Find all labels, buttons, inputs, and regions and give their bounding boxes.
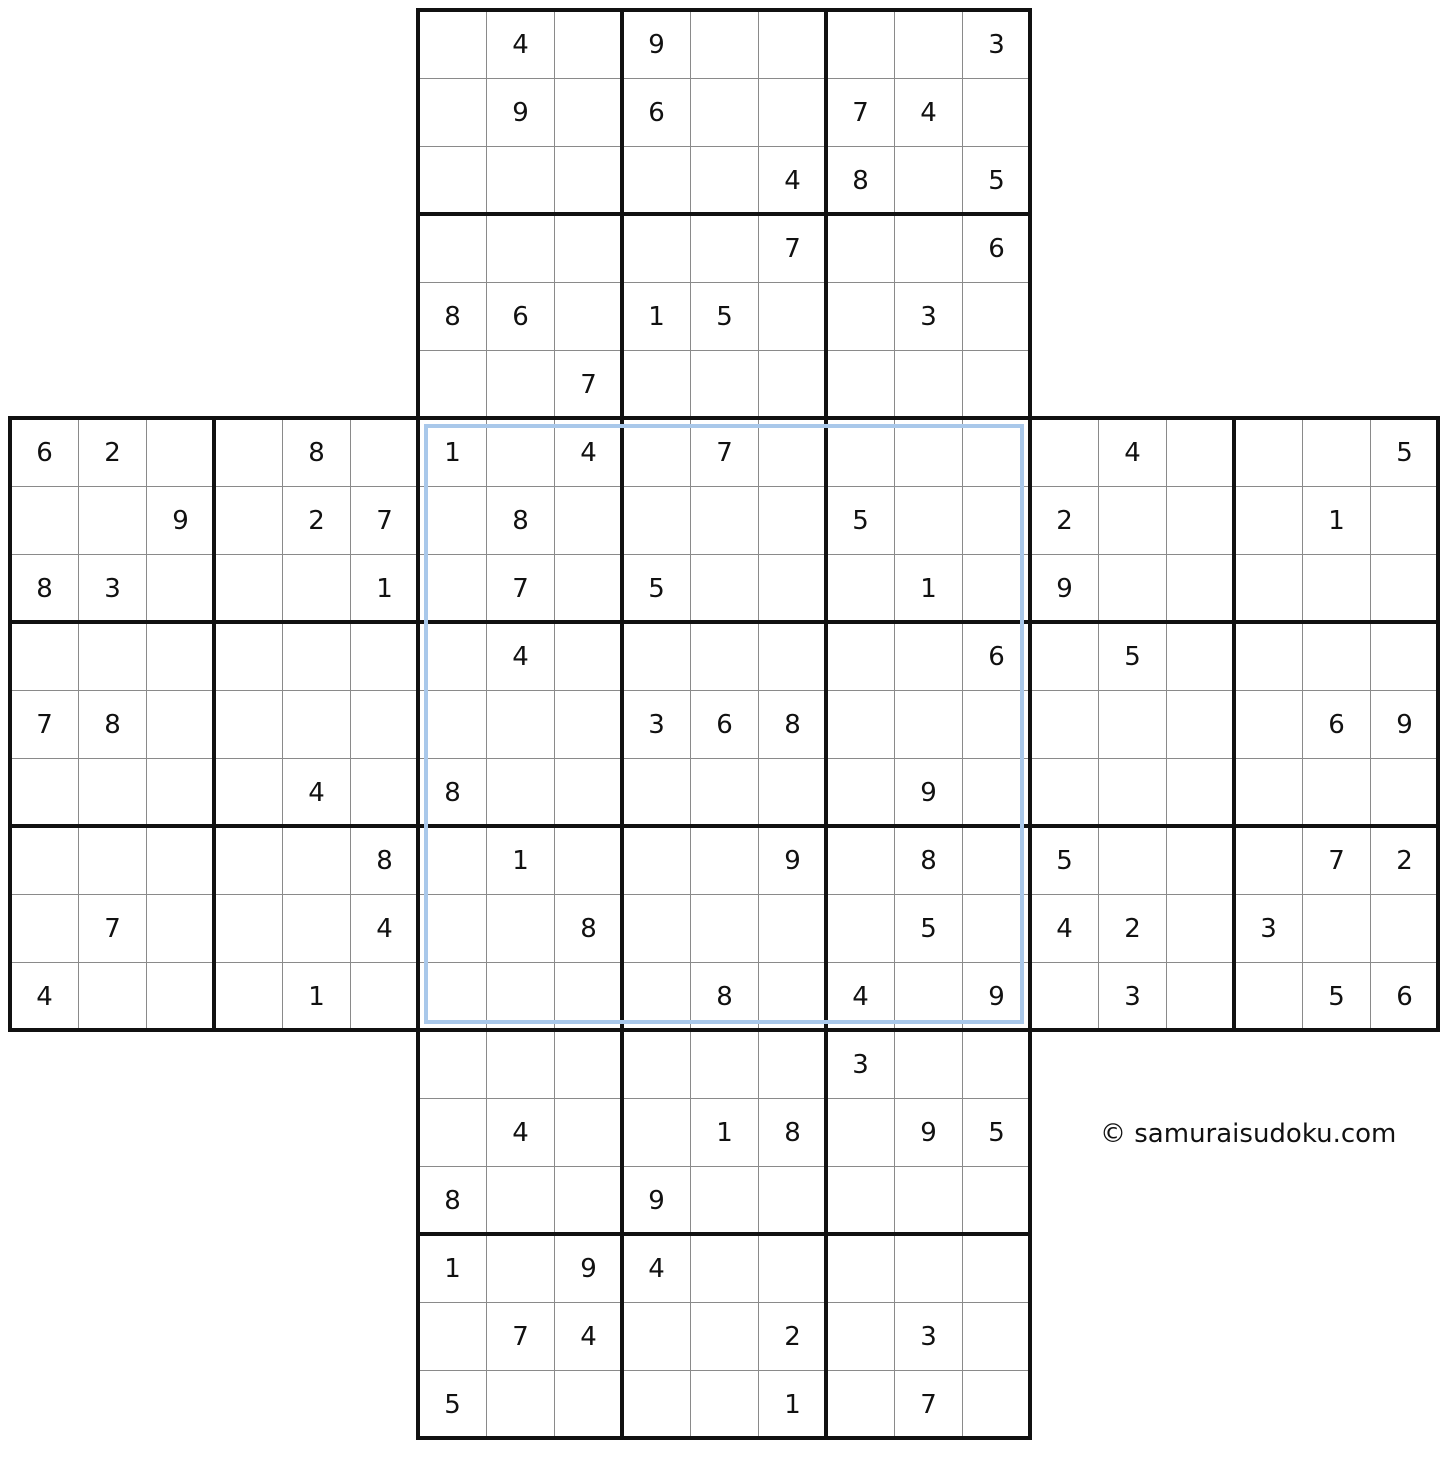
empty-cell[interactable] <box>826 622 895 691</box>
given-cell[interactable]: 5 <box>962 1098 1031 1167</box>
empty-cell[interactable] <box>1370 554 1439 623</box>
given-cell[interactable]: 7 <box>826 78 895 147</box>
given-cell[interactable]: 3 <box>962 10 1031 79</box>
empty-cell[interactable] <box>894 690 963 759</box>
empty-cell[interactable] <box>554 690 623 759</box>
empty-cell[interactable] <box>622 1098 691 1167</box>
empty-cell[interactable] <box>758 282 827 351</box>
given-cell[interactable]: 4 <box>554 1302 623 1371</box>
given-cell[interactable]: 8 <box>78 690 147 759</box>
empty-cell[interactable] <box>418 78 487 147</box>
empty-cell[interactable] <box>418 1098 487 1167</box>
empty-cell[interactable] <box>146 826 215 895</box>
empty-cell[interactable] <box>554 826 623 895</box>
given-cell[interactable]: 4 <box>554 418 623 487</box>
empty-cell[interactable] <box>690 1302 759 1371</box>
empty-cell[interactable] <box>554 78 623 147</box>
empty-cell[interactable] <box>1302 758 1371 827</box>
empty-cell[interactable] <box>622 758 691 827</box>
empty-cell[interactable] <box>1166 826 1235 895</box>
empty-cell[interactable] <box>826 554 895 623</box>
empty-cell[interactable] <box>10 622 79 691</box>
given-cell[interactable]: 4 <box>486 10 555 79</box>
given-cell[interactable]: 6 <box>962 214 1031 283</box>
given-cell[interactable]: 4 <box>350 894 419 963</box>
empty-cell[interactable] <box>622 962 691 1031</box>
empty-cell[interactable] <box>894 10 963 79</box>
empty-cell[interactable] <box>554 1370 623 1439</box>
empty-cell[interactable] <box>214 486 283 555</box>
given-cell[interactable]: 5 <box>894 894 963 963</box>
given-cell[interactable]: 7 <box>758 214 827 283</box>
empty-cell[interactable] <box>962 1370 1031 1439</box>
given-cell[interactable]: 7 <box>10 690 79 759</box>
empty-cell[interactable] <box>214 962 283 1031</box>
empty-cell[interactable] <box>1234 418 1303 487</box>
empty-cell[interactable] <box>758 418 827 487</box>
given-cell[interactable]: 5 <box>1098 622 1167 691</box>
empty-cell[interactable] <box>486 690 555 759</box>
empty-cell[interactable] <box>826 282 895 351</box>
empty-cell[interactable] <box>554 554 623 623</box>
empty-cell[interactable] <box>962 758 1031 827</box>
given-cell[interactable]: 4 <box>758 146 827 215</box>
given-cell[interactable]: 4 <box>486 622 555 691</box>
empty-cell[interactable] <box>622 350 691 419</box>
empty-cell[interactable] <box>418 690 487 759</box>
empty-cell[interactable] <box>1166 690 1235 759</box>
given-cell[interactable]: 2 <box>1098 894 1167 963</box>
empty-cell[interactable] <box>826 214 895 283</box>
empty-cell[interactable] <box>418 554 487 623</box>
given-cell[interactable]: 6 <box>10 418 79 487</box>
empty-cell[interactable] <box>146 554 215 623</box>
empty-cell[interactable] <box>350 962 419 1031</box>
empty-cell[interactable] <box>486 894 555 963</box>
empty-cell[interactable] <box>554 10 623 79</box>
given-cell[interactable]: 2 <box>758 1302 827 1371</box>
given-cell[interactable]: 3 <box>78 554 147 623</box>
given-cell[interactable]: 2 <box>1370 826 1439 895</box>
empty-cell[interactable] <box>214 894 283 963</box>
empty-cell[interactable] <box>418 350 487 419</box>
given-cell[interactable]: 9 <box>894 1098 963 1167</box>
given-cell[interactable]: 7 <box>486 554 555 623</box>
given-cell[interactable]: 9 <box>1370 690 1439 759</box>
empty-cell[interactable] <box>894 486 963 555</box>
empty-cell[interactable] <box>486 1370 555 1439</box>
empty-cell[interactable] <box>1030 758 1099 827</box>
empty-cell[interactable] <box>622 622 691 691</box>
empty-cell[interactable] <box>350 690 419 759</box>
given-cell[interactable]: 8 <box>894 826 963 895</box>
empty-cell[interactable] <box>350 758 419 827</box>
empty-cell[interactable] <box>758 1166 827 1235</box>
given-cell[interactable]: 9 <box>622 10 691 79</box>
empty-cell[interactable] <box>146 962 215 1031</box>
given-cell[interactable]: 8 <box>350 826 419 895</box>
empty-cell[interactable] <box>78 962 147 1031</box>
empty-cell[interactable] <box>690 78 759 147</box>
empty-cell[interactable] <box>418 1302 487 1371</box>
empty-cell[interactable] <box>758 486 827 555</box>
given-cell[interactable]: 3 <box>826 1030 895 1099</box>
empty-cell[interactable] <box>826 1302 895 1371</box>
empty-cell[interactable] <box>1030 418 1099 487</box>
empty-cell[interactable] <box>622 418 691 487</box>
empty-cell[interactable] <box>1098 690 1167 759</box>
empty-cell[interactable] <box>486 962 555 1031</box>
empty-cell[interactable] <box>690 758 759 827</box>
empty-cell[interactable] <box>758 1030 827 1099</box>
empty-cell[interactable] <box>758 622 827 691</box>
empty-cell[interactable] <box>894 1030 963 1099</box>
given-cell[interactable]: 5 <box>826 486 895 555</box>
empty-cell[interactable] <box>1166 894 1235 963</box>
empty-cell[interactable] <box>690 1030 759 1099</box>
given-cell[interactable]: 1 <box>418 418 487 487</box>
empty-cell[interactable] <box>554 1098 623 1167</box>
empty-cell[interactable] <box>690 894 759 963</box>
empty-cell[interactable] <box>1098 554 1167 623</box>
empty-cell[interactable] <box>1302 622 1371 691</box>
empty-cell[interactable] <box>622 486 691 555</box>
empty-cell[interactable] <box>826 894 895 963</box>
empty-cell[interactable] <box>350 622 419 691</box>
given-cell[interactable]: 9 <box>962 962 1031 1031</box>
given-cell[interactable]: 8 <box>418 1166 487 1235</box>
empty-cell[interactable] <box>1166 418 1235 487</box>
empty-cell[interactable] <box>214 418 283 487</box>
empty-cell[interactable] <box>1370 758 1439 827</box>
given-cell[interactable]: 5 <box>1302 962 1371 1031</box>
empty-cell[interactable] <box>78 622 147 691</box>
given-cell[interactable]: 6 <box>690 690 759 759</box>
given-cell[interactable]: 4 <box>1098 418 1167 487</box>
empty-cell[interactable] <box>758 350 827 419</box>
given-cell[interactable]: 8 <box>282 418 351 487</box>
empty-cell[interactable] <box>282 554 351 623</box>
empty-cell[interactable] <box>1166 486 1235 555</box>
empty-cell[interactable] <box>554 1166 623 1235</box>
given-cell[interactable]: 7 <box>894 1370 963 1439</box>
empty-cell[interactable] <box>690 826 759 895</box>
empty-cell[interactable] <box>10 758 79 827</box>
empty-cell[interactable] <box>758 1234 827 1303</box>
given-cell[interactable]: 1 <box>622 282 691 351</box>
given-cell[interactable]: 1 <box>758 1370 827 1439</box>
given-cell[interactable]: 9 <box>146 486 215 555</box>
empty-cell[interactable] <box>690 486 759 555</box>
empty-cell[interactable] <box>1234 962 1303 1031</box>
empty-cell[interactable] <box>622 826 691 895</box>
empty-cell[interactable] <box>758 758 827 827</box>
empty-cell[interactable] <box>894 214 963 283</box>
empty-cell[interactable] <box>894 622 963 691</box>
given-cell[interactable]: 5 <box>418 1370 487 1439</box>
given-cell[interactable]: 9 <box>894 758 963 827</box>
empty-cell[interactable] <box>418 486 487 555</box>
empty-cell[interactable] <box>1370 894 1439 963</box>
empty-cell[interactable] <box>418 826 487 895</box>
empty-cell[interactable] <box>962 418 1031 487</box>
empty-cell[interactable] <box>146 690 215 759</box>
empty-cell[interactable] <box>894 962 963 1031</box>
empty-cell[interactable] <box>486 1166 555 1235</box>
given-cell[interactable]: 4 <box>622 1234 691 1303</box>
empty-cell[interactable] <box>146 894 215 963</box>
empty-cell[interactable] <box>826 690 895 759</box>
given-cell[interactable]: 3 <box>894 1302 963 1371</box>
empty-cell[interactable] <box>894 146 963 215</box>
empty-cell[interactable] <box>418 1030 487 1099</box>
empty-cell[interactable] <box>962 894 1031 963</box>
given-cell[interactable]: 4 <box>10 962 79 1031</box>
empty-cell[interactable] <box>962 1234 1031 1303</box>
empty-cell[interactable] <box>1234 622 1303 691</box>
empty-cell[interactable] <box>1234 758 1303 827</box>
given-cell[interactable]: 8 <box>10 554 79 623</box>
empty-cell[interactable] <box>894 350 963 419</box>
copyright-text: © samuraisudoku.com <box>1100 1119 1397 1149</box>
empty-cell[interactable] <box>1302 554 1371 623</box>
empty-cell[interactable] <box>418 894 487 963</box>
given-cell[interactable]: 2 <box>282 486 351 555</box>
empty-cell[interactable] <box>758 78 827 147</box>
given-cell[interactable]: 9 <box>758 826 827 895</box>
empty-cell[interactable] <box>1302 894 1371 963</box>
empty-cell[interactable] <box>894 1234 963 1303</box>
empty-cell[interactable] <box>758 10 827 79</box>
empty-cell[interactable] <box>554 146 623 215</box>
given-cell[interactable]: 4 <box>486 1098 555 1167</box>
empty-cell[interactable] <box>214 554 283 623</box>
empty-cell[interactable] <box>962 690 1031 759</box>
given-cell[interactable]: 3 <box>1098 962 1167 1031</box>
given-cell[interactable]: 4 <box>1030 894 1099 963</box>
empty-cell[interactable] <box>554 962 623 1031</box>
given-cell[interactable]: 1 <box>418 1234 487 1303</box>
given-cell[interactable]: 9 <box>554 1234 623 1303</box>
empty-cell[interactable] <box>1302 418 1371 487</box>
empty-cell[interactable] <box>894 1166 963 1235</box>
empty-cell[interactable] <box>1234 826 1303 895</box>
empty-cell[interactable] <box>418 214 487 283</box>
empty-cell[interactable] <box>1166 758 1235 827</box>
empty-cell[interactable] <box>554 282 623 351</box>
empty-cell[interactable] <box>1370 622 1439 691</box>
given-cell[interactable]: 9 <box>486 78 555 147</box>
given-cell[interactable]: 5 <box>1370 418 1439 487</box>
empty-cell[interactable] <box>622 214 691 283</box>
empty-cell[interactable] <box>962 1166 1031 1235</box>
empty-cell[interactable] <box>214 622 283 691</box>
empty-cell[interactable] <box>962 826 1031 895</box>
empty-cell[interactable] <box>1234 554 1303 623</box>
empty-cell[interactable] <box>962 78 1031 147</box>
empty-cell[interactable] <box>962 1302 1031 1371</box>
empty-cell[interactable] <box>1098 826 1167 895</box>
given-cell[interactable]: 6 <box>622 78 691 147</box>
empty-cell[interactable] <box>962 350 1031 419</box>
empty-cell[interactable] <box>214 758 283 827</box>
empty-cell[interactable] <box>690 146 759 215</box>
empty-cell[interactable] <box>282 622 351 691</box>
given-cell[interactable]: 9 <box>1030 554 1099 623</box>
empty-cell[interactable] <box>1030 622 1099 691</box>
empty-cell[interactable] <box>10 486 79 555</box>
given-cell[interactable]: 6 <box>1302 690 1371 759</box>
empty-cell[interactable] <box>554 486 623 555</box>
given-cell[interactable]: 8 <box>418 282 487 351</box>
given-cell[interactable]: 8 <box>554 894 623 963</box>
given-cell[interactable]: 7 <box>690 418 759 487</box>
empty-cell[interactable] <box>622 1030 691 1099</box>
given-cell[interactable]: 8 <box>418 758 487 827</box>
given-cell[interactable]: 1 <box>690 1098 759 1167</box>
empty-cell[interactable] <box>486 146 555 215</box>
given-cell[interactable]: 4 <box>826 962 895 1031</box>
given-cell[interactable]: 5 <box>622 554 691 623</box>
given-cell[interactable]: 3 <box>1234 894 1303 963</box>
empty-cell[interactable] <box>690 350 759 419</box>
empty-cell[interactable] <box>622 146 691 215</box>
empty-cell[interactable] <box>826 1166 895 1235</box>
given-cell[interactable]: 1 <box>1302 486 1371 555</box>
empty-cell[interactable] <box>1370 486 1439 555</box>
empty-cell[interactable] <box>78 486 147 555</box>
given-cell[interactable]: 3 <box>894 282 963 351</box>
given-cell[interactable]: 5 <box>962 146 1031 215</box>
empty-cell[interactable] <box>690 214 759 283</box>
empty-cell[interactable] <box>758 962 827 1031</box>
given-cell[interactable]: 1 <box>486 826 555 895</box>
empty-cell[interactable] <box>1166 554 1235 623</box>
empty-cell[interactable] <box>1166 622 1235 691</box>
empty-cell[interactable] <box>962 1030 1031 1099</box>
given-cell[interactable]: 8 <box>826 146 895 215</box>
given-cell[interactable]: 7 <box>486 1302 555 1371</box>
empty-cell[interactable] <box>10 894 79 963</box>
empty-cell[interactable] <box>146 758 215 827</box>
empty-cell[interactable] <box>554 622 623 691</box>
given-cell[interactable]: 2 <box>78 418 147 487</box>
given-cell[interactable]: 9 <box>622 1166 691 1235</box>
given-cell[interactable]: 7 <box>350 486 419 555</box>
empty-cell[interactable] <box>622 1302 691 1371</box>
given-cell[interactable]: 6 <box>962 622 1031 691</box>
given-cell[interactable]: 8 <box>758 690 827 759</box>
empty-cell[interactable] <box>962 554 1031 623</box>
empty-cell[interactable] <box>1098 758 1167 827</box>
given-cell[interactable]: 7 <box>1302 826 1371 895</box>
empty-cell[interactable] <box>826 826 895 895</box>
empty-cell[interactable] <box>690 1234 759 1303</box>
empty-cell[interactable] <box>486 418 555 487</box>
empty-cell[interactable] <box>1166 962 1235 1031</box>
empty-cell[interactable] <box>282 826 351 895</box>
empty-cell[interactable] <box>418 962 487 1031</box>
given-cell[interactable]: 1 <box>894 554 963 623</box>
empty-cell[interactable] <box>1098 486 1167 555</box>
given-cell[interactable]: 8 <box>690 962 759 1031</box>
empty-cell[interactable] <box>350 418 419 487</box>
empty-cell[interactable] <box>826 1234 895 1303</box>
given-cell[interactable]: 8 <box>758 1098 827 1167</box>
empty-cell[interactable] <box>214 826 283 895</box>
empty-cell[interactable] <box>962 282 1031 351</box>
empty-cell[interactable] <box>486 1234 555 1303</box>
empty-cell[interactable] <box>282 690 351 759</box>
empty-cell[interactable] <box>146 622 215 691</box>
empty-cell[interactable] <box>1030 690 1099 759</box>
given-cell[interactable]: 5 <box>1030 826 1099 895</box>
empty-cell[interactable] <box>78 758 147 827</box>
empty-cell[interactable] <box>282 894 351 963</box>
empty-cell[interactable] <box>690 622 759 691</box>
empty-cell[interactable] <box>486 1030 555 1099</box>
empty-cell[interactable] <box>894 418 963 487</box>
empty-cell[interactable] <box>486 758 555 827</box>
empty-cell[interactable] <box>554 214 623 283</box>
given-cell[interactable]: 1 <box>350 554 419 623</box>
empty-cell[interactable] <box>622 894 691 963</box>
empty-cell[interactable] <box>826 350 895 419</box>
given-cell[interactable]: 6 <box>1370 962 1439 1031</box>
empty-cell[interactable] <box>690 10 759 79</box>
empty-cell[interactable] <box>826 758 895 827</box>
given-cell[interactable]: 5 <box>690 282 759 351</box>
empty-cell[interactable] <box>418 622 487 691</box>
empty-cell[interactable] <box>418 146 487 215</box>
empty-cell[interactable] <box>690 1370 759 1439</box>
empty-cell[interactable] <box>10 826 79 895</box>
empty-cell[interactable] <box>554 1030 623 1099</box>
given-cell[interactable]: 2 <box>1030 486 1099 555</box>
empty-cell[interactable] <box>622 1370 691 1439</box>
empty-cell[interactable] <box>78 826 147 895</box>
given-cell[interactable]: 6 <box>486 282 555 351</box>
empty-cell[interactable] <box>1234 690 1303 759</box>
empty-cell[interactable] <box>962 486 1031 555</box>
given-cell[interactable]: 1 <box>282 962 351 1031</box>
empty-cell[interactable] <box>758 894 827 963</box>
given-cell[interactable]: 8 <box>486 486 555 555</box>
empty-cell[interactable] <box>690 1166 759 1235</box>
given-cell[interactable]: 7 <box>78 894 147 963</box>
empty-cell[interactable] <box>214 690 283 759</box>
empty-cell[interactable] <box>146 418 215 487</box>
empty-cell[interactable] <box>826 1098 895 1167</box>
given-cell[interactable]: 4 <box>894 78 963 147</box>
given-cell[interactable]: 7 <box>554 350 623 419</box>
empty-cell[interactable] <box>486 214 555 283</box>
given-cell[interactable]: 4 <box>282 758 351 827</box>
empty-cell[interactable] <box>1234 486 1303 555</box>
empty-cell[interactable] <box>418 10 487 79</box>
empty-cell[interactable] <box>826 418 895 487</box>
empty-cell[interactable] <box>826 10 895 79</box>
empty-cell[interactable] <box>758 554 827 623</box>
empty-cell[interactable] <box>554 758 623 827</box>
empty-cell[interactable] <box>826 1370 895 1439</box>
empty-cell[interactable] <box>1030 962 1099 1031</box>
empty-cell[interactable] <box>690 554 759 623</box>
given-cell[interactable]: 3 <box>622 690 691 759</box>
empty-cell[interactable] <box>486 350 555 419</box>
